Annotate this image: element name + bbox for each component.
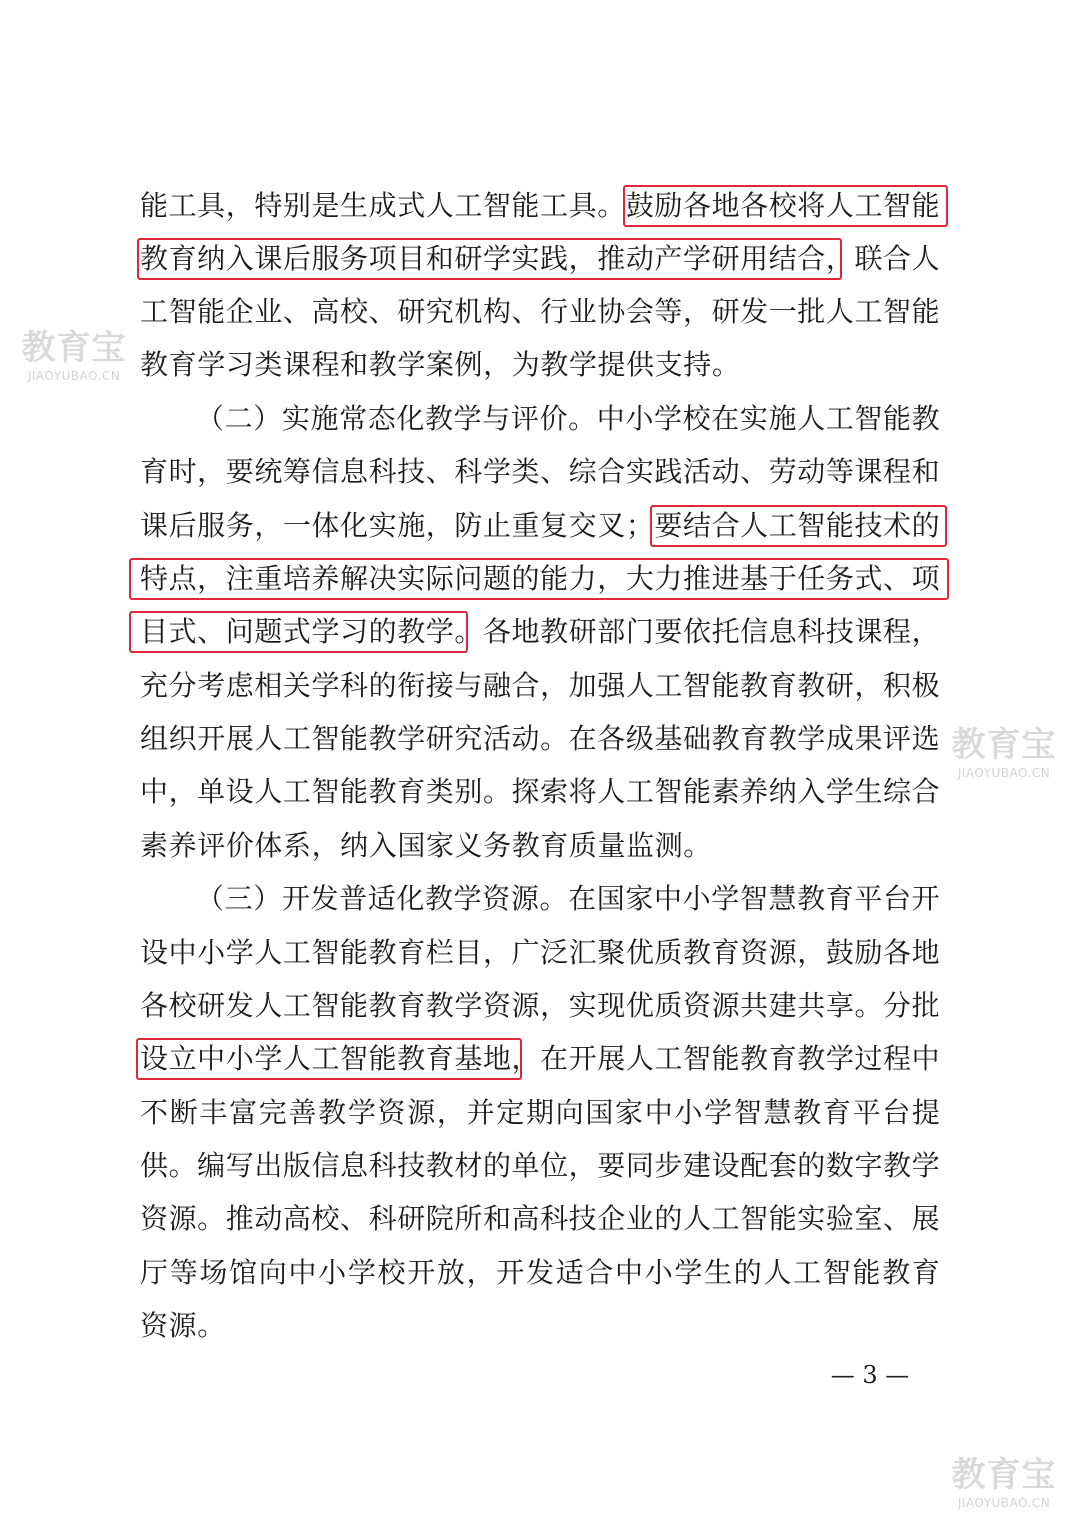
text-line: 资 源 。 (140, 1309, 226, 1342)
text-line: 目 式 、 问 题 式 学 习 的 教 学 。 各 地 教 研 部 门 要 依 托 信 息 科 技 课 程 ， (140, 615, 940, 648)
text-line: 各 校 研 发 人 工 智 能 教 育 教 学 资 源 ， 实 现 优 质 资 源 共 建 共 享 。 分 批 (140, 989, 940, 1022)
text-line: 能 工 具 ， 特 别 是 生 成 式 人 工 智 能 工 具 。 鼓 励 各 地 各 校 将 人 工 智 能 (140, 189, 940, 222)
text-line: 资 源 。 推 动 高 校 、 科 研 院 所 和 高 科 技 企 业 的 人 工 智 能 实 验 室 、 展 (140, 1202, 940, 1235)
text-line: 供 。 编 写 出 版 信 息 科 技 教 材 的 单 位 ， 要 同 步 建 设 配 套 的 数 字 教 学 (140, 1149, 940, 1182)
watermark-text: 教育宝 (951, 1455, 1057, 1495)
text-line: 中 ， 单 设 人 工 智 能 教 育 类 别 。 探 索 将 人 工 智 能 素 养 纳 入 学 生 综 合 (140, 775, 940, 808)
watermark-text: 教育宝 (21, 328, 127, 368)
text-line: 育 时 ， 要 统 筹 信 息 科 技 、 科 学 类 、 综 合 实 践 活 动 、 劳 动 等 课 程 和 (140, 455, 940, 488)
text-line: 素 养 评 价 体 系 ， 纳 入 国 家 义 务 教 育 质 量 监 测 。 (140, 829, 712, 862)
text-line: 组 织 开 展 人 工 智 能 教 学 研 究 活 动 。 在 各 级 基 础 教 育 教 学 成 果 评 选 (140, 722, 940, 755)
text-line: 设 中 小 学 人 工 智 能 教 育 栏 目 ， 广 泛 汇 聚 优 质 教 育 资 源 ， 鼓 励 各 地 (140, 936, 940, 969)
text-line: 课 后 服 务 ， 一 体 化 实 施 ， 防 止 重 复 交 叉 ； 要 结 合 人 工 智 能 技 术 的 (140, 509, 940, 542)
text-line: 教 育 学 习 类 课 程 和 教 学 案 例 ， 为 教 学 提 供 支 持 。 (140, 348, 740, 381)
watermark-url: JIAOYUBAO.CN (957, 1496, 1051, 1510)
text-line: 设 立 中 小 学 人 工 智 能 教 育 基 地 ， 在 开 展 人 工 智 能 教 育 教 学 过 程 中 (140, 1042, 940, 1075)
watermark-logo (944, 725, 1064, 789)
text-line: （ 三 ） 开 发 普 适 化 教 学 资 源 。 在 国 家 中 小 学 智 慧 教 育 平 台 开 (196, 882, 940, 915)
text-line: 教 育 纳 入 课 后 服 务 项 目 和 研 学 实 践 ， 推 动 产 学 研 用 结 合 ， 联 合 人 (140, 242, 940, 275)
page-number: — 3 — (830, 1361, 910, 1389)
watermark-logo (944, 1455, 1064, 1519)
text-line: 工 智 能 企 业 、 高 校 、 研 究 机 构 、 行 业 协 会 等 ， 研 发 一 批 人 工 智 能 (140, 295, 940, 328)
text-line: 特 点 ， 注 重 培 养 解 决 实 际 问 题 的 能 力 ， 大 力 推 进 基 于 任 务 式 、 项 (140, 562, 940, 595)
watermark-url: JIAOYUBAO.CN (957, 766, 1051, 780)
text-line: 充 分 考 虑 相 关 学 科 的 衔 接 与 融 合 ， 加 强 人 工 智 能 教 育 教 研 ， 积 极 (140, 669, 940, 702)
text-line: （ 二 ） 实 施 常 态 化 教 学 与 评 价 。 中 小 学 校 在 实 施 人 工 智 能 教 (196, 402, 940, 435)
watermark-text: 教育宝 (951, 725, 1057, 765)
text-line: 不 断 丰 富 完 善 教 学 资 源 ， 并 定 期 向 国 家 中 小 学 智 慧 教 育 平 台 提 (140, 1096, 940, 1129)
watermark-url: JIAOYUBAO.CN (27, 369, 121, 383)
text-line: 厅 等 场 馆 向 中 小 学 校 开 放 ， 开 发 适 合 中 小 学 生 的 人 工 智 能 教 育 (140, 1256, 940, 1289)
watermark-logo (14, 328, 134, 392)
